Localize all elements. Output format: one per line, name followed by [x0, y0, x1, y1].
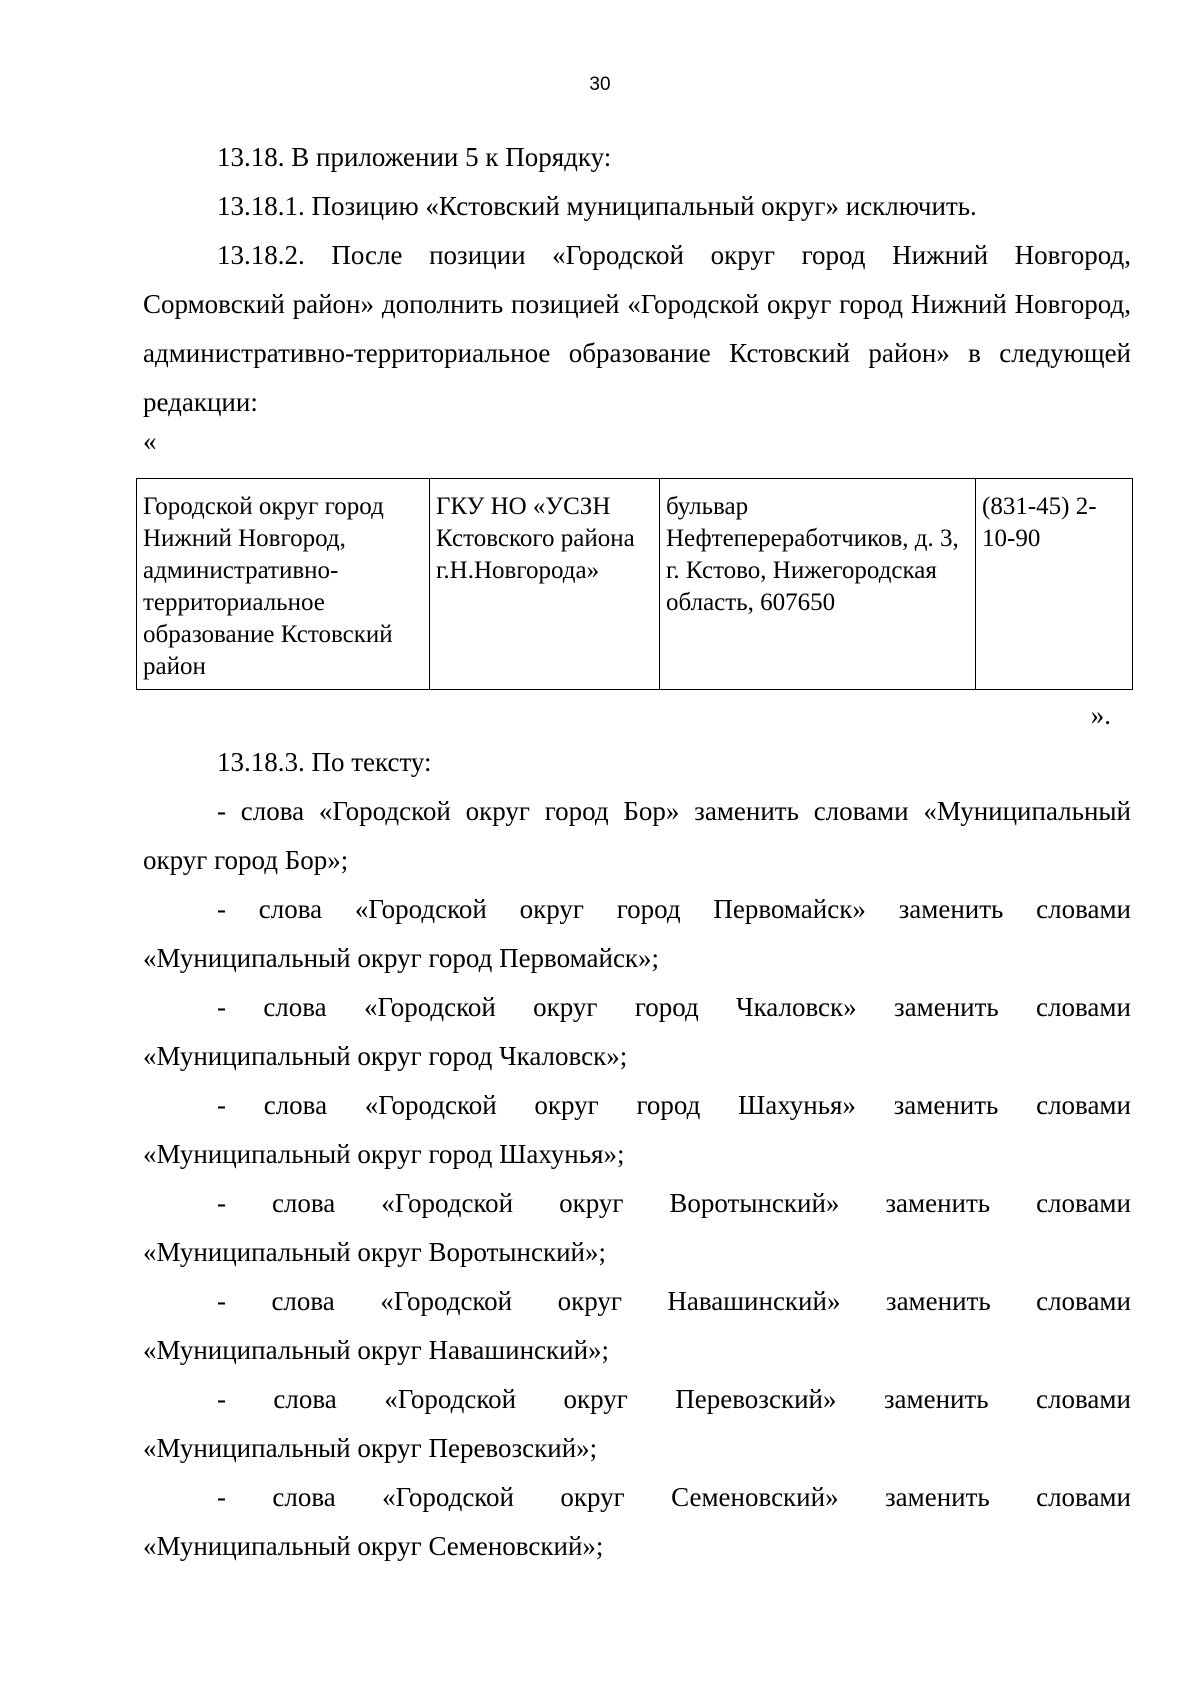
cell-municipality: Городской округ город Нижний Новгород, административно-территориальное образование Кстовский район — [137, 479, 430, 690]
list-item — [143, 1277, 1131, 1375]
list-item — [143, 983, 1131, 1081]
paragraph-13-18-2: 13.18.2. После позиции «Городской округ город Нижний Новгород, Сормовский район» дополнить позицией «Городской округ город Нижний Новгород, административно-территориальное образование Кстовский район» в следующей редакции: — [143, 240, 1131, 417]
list-item — [143, 1081, 1131, 1179]
table-row — [137, 479, 1133, 690]
paragraph-13-18-1: 13.18.1. Позицию «Кстовский муниципальный округ» исключить. — [217, 191, 977, 221]
list-item-tail: «Муниципальный округ Перевозский»; — [143, 1433, 598, 1463]
closing-quote: ». — [1090, 700, 1111, 730]
list-item-line: - слова «Городской округ город Первомайск» заменить словами — [217, 894, 1131, 924]
list-item-line: - слова «Городской округ город Шахунья» заменить словами — [217, 1090, 1131, 1120]
page-number: 30 — [589, 74, 611, 95]
paragraph-13-18: 13.18. В приложении 5 к Порядку: — [217, 142, 612, 172]
list-item-tail: «Муниципальный округ Воротынский»; — [143, 1237, 607, 1267]
cell-phone: (831-45) 2-10-90 — [976, 479, 1133, 690]
address-table — [136, 478, 1133, 690]
replacement-bor: - слова «Городской округ город Бор» заменить словами «Муниципальный округ город Бор»; — [143, 796, 1131, 875]
list-item-line: - слова «Городской округ Воротынский» заменить словами — [217, 1188, 1131, 1218]
list-item-tail: «Муниципальный округ город Первомайск»; — [143, 943, 660, 973]
list-item-tail: «Муниципальный округ город Шахунья»; — [143, 1139, 625, 1169]
list-item — [143, 1375, 1131, 1473]
list-item-line: - слова «Городской округ Семеновский» заменить словами — [217, 1482, 1131, 1512]
list-item-line: - слова «Городской округ город Чкаловск» заменить словами — [217, 992, 1131, 1022]
cell-address: бульвар Нефтепереработчиков, д. 3, г. Кстово, Нижегородская область, 607650 — [660, 479, 976, 690]
cell-institution: ГКУ НО «УСЗН Кстовского района г.Н.Новгорода» — [430, 479, 660, 690]
opening-quote: « — [143, 426, 157, 456]
list-item — [143, 1179, 1131, 1277]
list-item — [143, 885, 1131, 983]
list-item-tail: «Муниципальный округ Семеновский»; — [143, 1531, 604, 1561]
list-item-line: - слова «Городской округ Перевозский» заменить словами — [217, 1384, 1131, 1414]
section-intro — [143, 133, 1131, 427]
list-item-tail: «Муниципальный округ город Чкаловск»; — [143, 1041, 628, 1071]
list-item-line: - слова «Городской округ Навашинский» заменить словами — [217, 1286, 1131, 1316]
list-item — [143, 1473, 1131, 1571]
section-text-replacements — [143, 738, 1131, 1571]
list-item-tail: «Муниципальный округ Навашинский»; — [143, 1335, 610, 1365]
paragraph-13-18-3: 13.18.3. По тексту: — [217, 747, 432, 777]
